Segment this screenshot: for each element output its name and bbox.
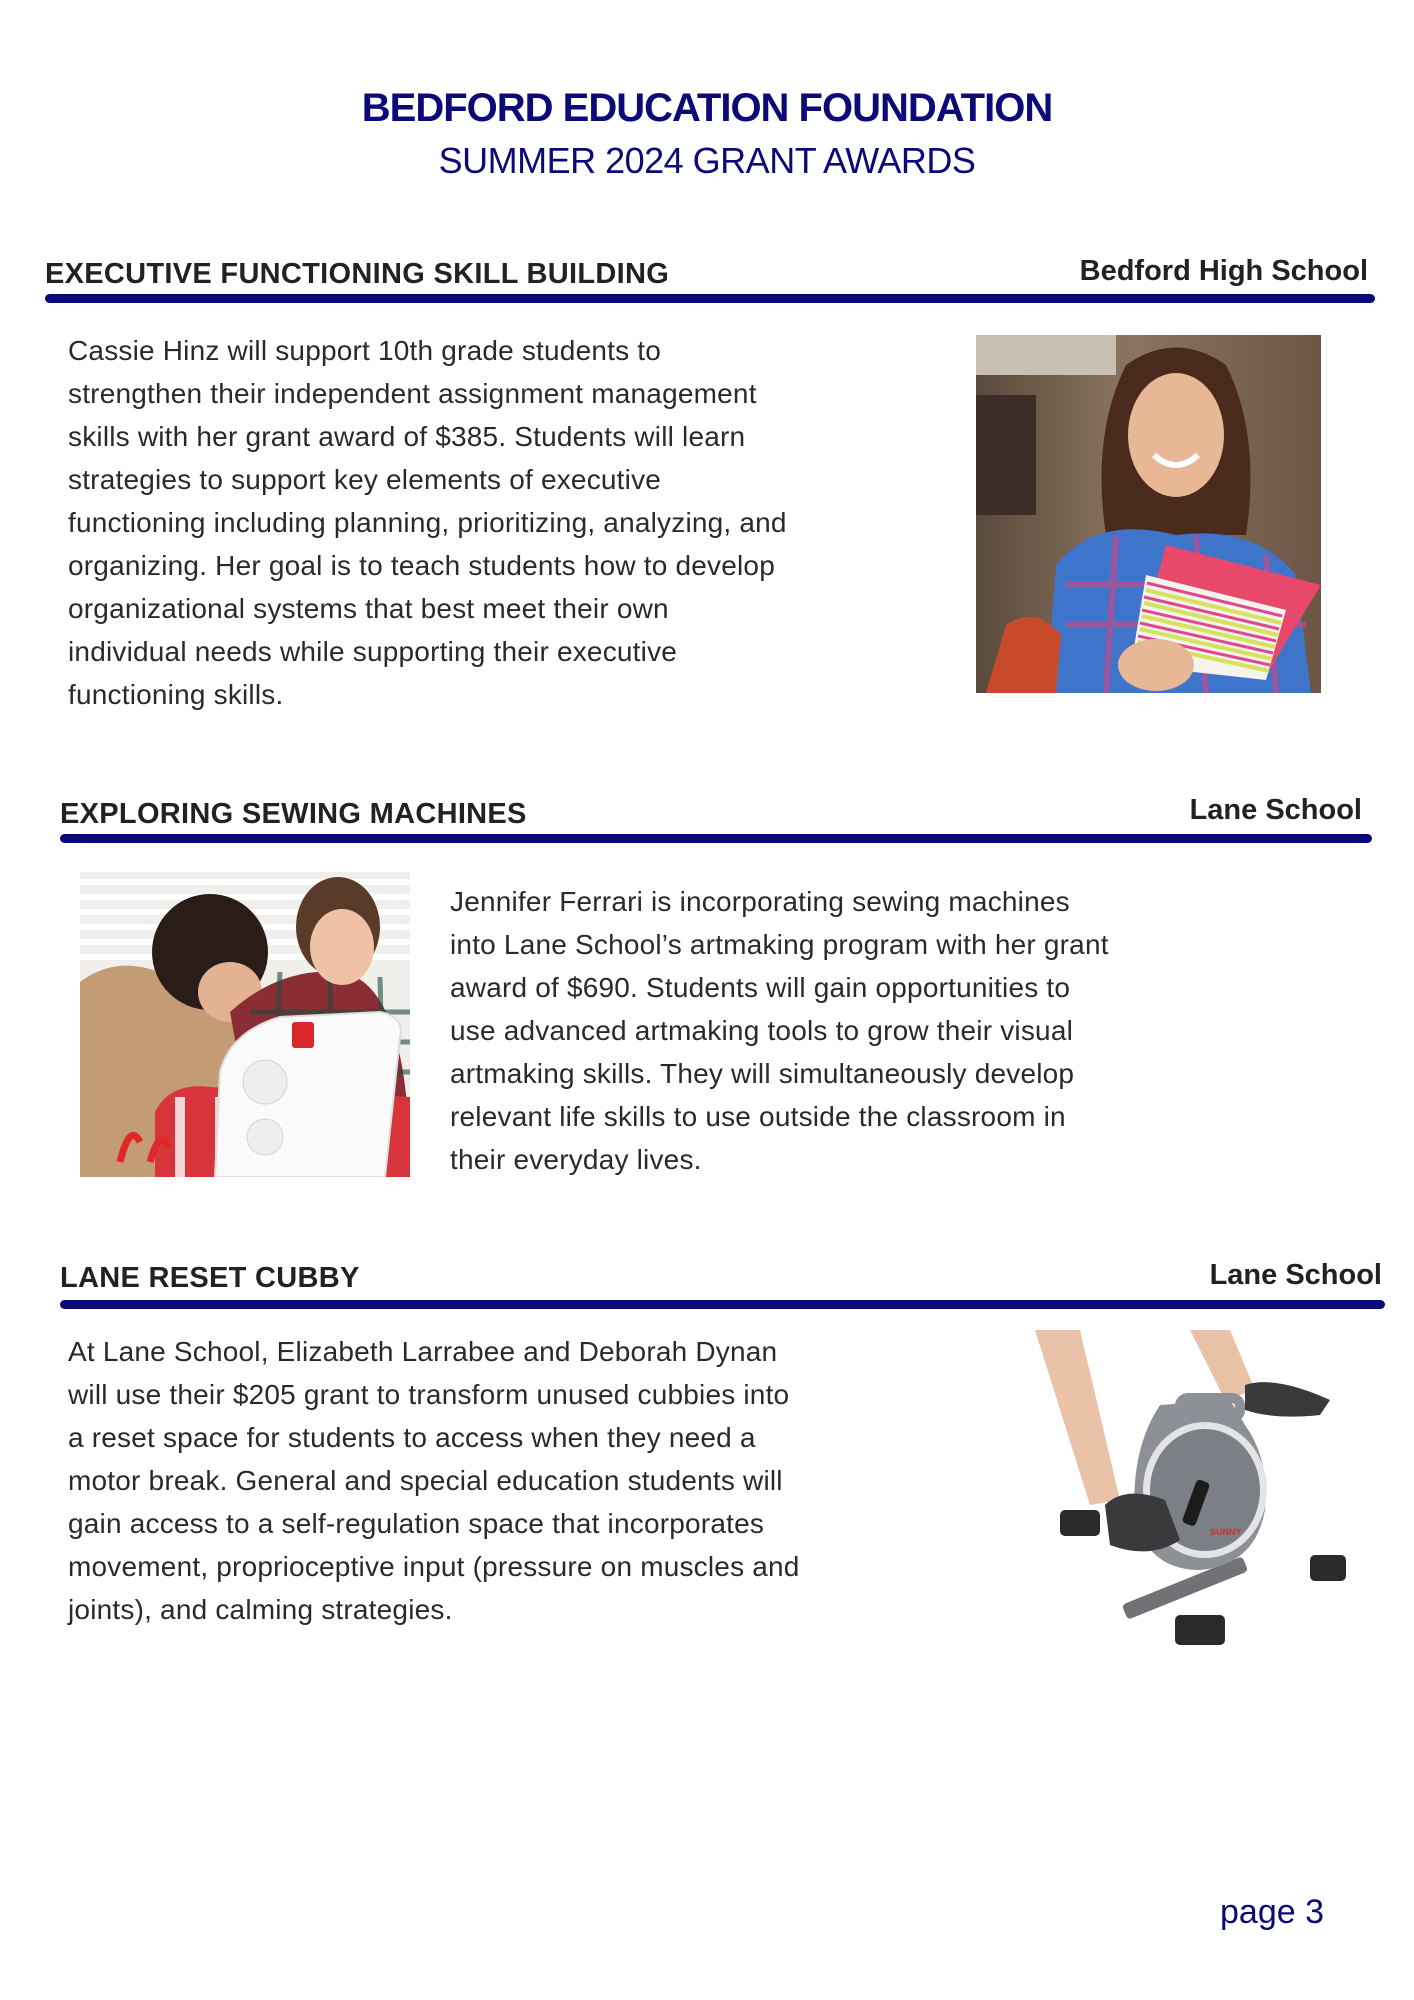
section-body bbox=[68, 1330, 800, 1631]
brand-lettering: SUNNY bbox=[1210, 1527, 1242, 1537]
body-line: skills with her grant award of $385. Students will learn bbox=[68, 421, 746, 452]
body-line: will use their $205 grant to transform unused cubbies into bbox=[68, 1379, 790, 1410]
section-divider bbox=[45, 294, 1375, 303]
body-line: strategies to support key elements of executive bbox=[68, 464, 662, 495]
body-line: Cassie Hinz will support 10th grade students to bbox=[68, 335, 662, 366]
student-with-notebooks-photo bbox=[976, 335, 1321, 693]
body-line: relevant life skills to use outside the classroom in bbox=[450, 1101, 1066, 1132]
body-line: Jennifer Ferrari is incorporating sewing machines bbox=[450, 886, 1070, 917]
pedal-exerciser-photo bbox=[1030, 1330, 1350, 1660]
body-line: gain access to a self-regulation space that incorporates bbox=[68, 1508, 765, 1539]
body-line: joints), and calming strategies. bbox=[68, 1594, 453, 1625]
body-line: functioning skills. bbox=[68, 679, 284, 710]
page-subtitle: SUMMER 2024 GRANT AWARDS bbox=[438, 140, 976, 181]
section-body bbox=[68, 329, 787, 716]
body-line: individual needs while supporting their executive bbox=[68, 636, 678, 667]
body-line: At Lane School, Elizabeth Larrabee and Deborah Dynan bbox=[68, 1336, 778, 1367]
section-divider bbox=[60, 1300, 1385, 1309]
section-school: Bedford High School bbox=[1079, 255, 1368, 287]
section-school: Lane School bbox=[1209, 1259, 1382, 1291]
section-title: LANE RESET CUBBY bbox=[60, 1262, 360, 1294]
body-line: a reset space for students to access when they need a bbox=[68, 1422, 756, 1453]
children-sewing-photo bbox=[80, 872, 410, 1177]
section-title: EXPLORING SEWING MACHINES bbox=[60, 798, 527, 830]
page-number: page 3 bbox=[1220, 1893, 1324, 1931]
body-line: motor break. General and special education students will bbox=[68, 1465, 783, 1496]
body-line: use advanced artmaking tools to grow their visual bbox=[450, 1015, 1074, 1046]
section-body bbox=[450, 880, 1109, 1181]
section-school: Lane School bbox=[1189, 794, 1362, 826]
body-line: their everyday lives. bbox=[450, 1144, 702, 1175]
section-divider bbox=[60, 834, 1372, 843]
section-title: EXECUTIVE FUNCTIONING SKILL BUILDING bbox=[45, 258, 670, 290]
body-line: organizational systems that best meet their own bbox=[68, 593, 669, 624]
body-line: movement, proprioceptive input (pressure on muscles and bbox=[68, 1551, 800, 1582]
body-line: strengthen their independent assignment management bbox=[68, 378, 757, 409]
body-line: functioning including planning, prioritizing, analyzing, and bbox=[68, 507, 787, 538]
org-title: BEDFORD EDUCATION FOUNDATION bbox=[361, 86, 1053, 130]
body-line: into Lane School’s artmaking program with her grant bbox=[450, 929, 1109, 960]
body-line: artmaking skills. They will simultaneously develop bbox=[450, 1058, 1075, 1089]
body-line: award of $690. Students will gain opportunities to bbox=[450, 972, 1071, 1003]
body-line: organizing. Her goal is to teach students how to develop bbox=[68, 550, 775, 581]
